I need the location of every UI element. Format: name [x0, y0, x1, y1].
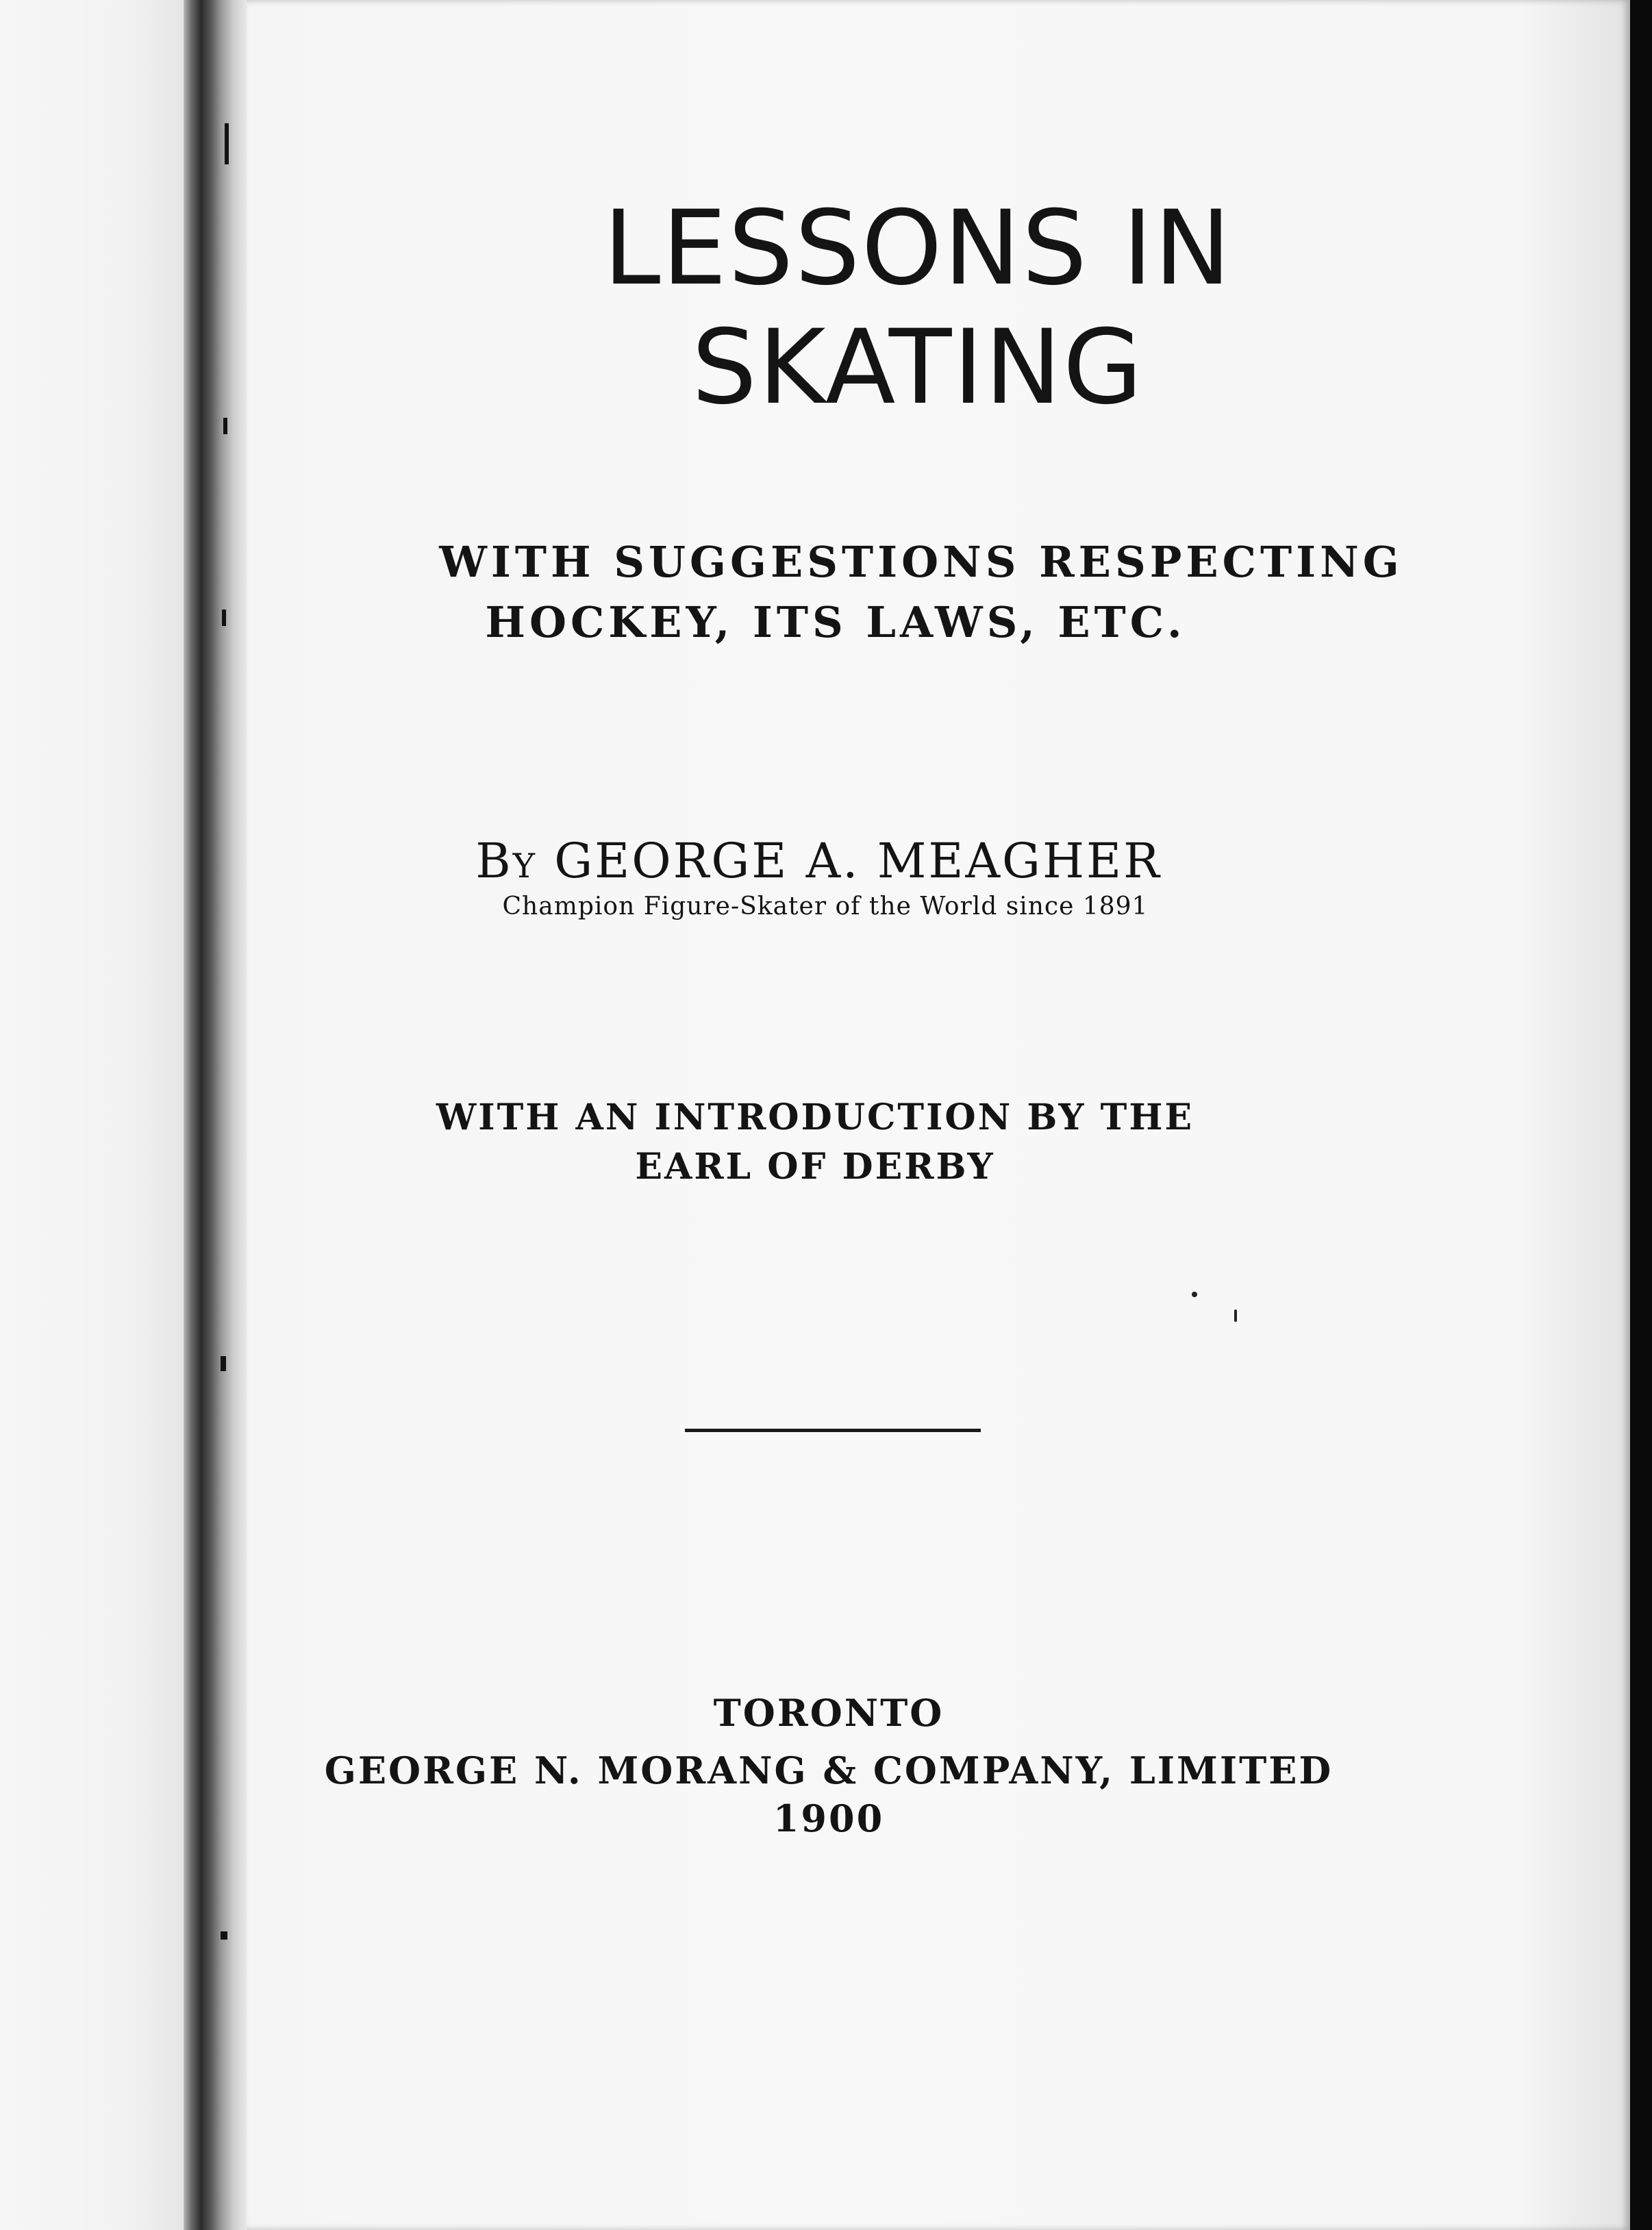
imprint-publisher: GEORGE N. MORANG & COMPANY, LIMITED — [324, 1749, 1334, 1792]
subtitle-line-2: HOCKEY, ITS LAWS, ETC. — [485, 597, 1186, 647]
author-prefix: By — [475, 833, 537, 889]
title-page — [247, 0, 1630, 2230]
page-edge-shadow — [1630, 0, 1652, 2230]
author-name: GEORGE A. MEAGHER — [554, 833, 1162, 889]
author-credential: Champion Figure-Skater of the World since 1891 — [502, 892, 1149, 920]
specks — [1192, 1292, 1197, 1297]
imprint-place: TORONTO — [713, 1691, 944, 1735]
gutter-speck — [225, 123, 229, 164]
specks — [1234, 1310, 1237, 1322]
gutter-speck — [223, 418, 227, 434]
author-line — [127, 833, 1510, 889]
book-title-line-2: SKATING — [691, 308, 1144, 427]
subtitle-line-1: WITH SUGGESTIONS RESPECTING — [439, 537, 1403, 587]
gutter-speck — [221, 1931, 227, 1940]
book-title-line-1: LESSONS IN — [603, 189, 1233, 308]
introduction-line-2: EARL OF DERBY — [635, 1146, 995, 1188]
gutter-speck — [221, 1356, 226, 1371]
divider-rule — [685, 1429, 981, 1432]
introduction-line-1: WITH AN INTRODUCTION BY THE — [436, 1097, 1194, 1138]
imprint-year: 1900 — [773, 1796, 885, 1840]
